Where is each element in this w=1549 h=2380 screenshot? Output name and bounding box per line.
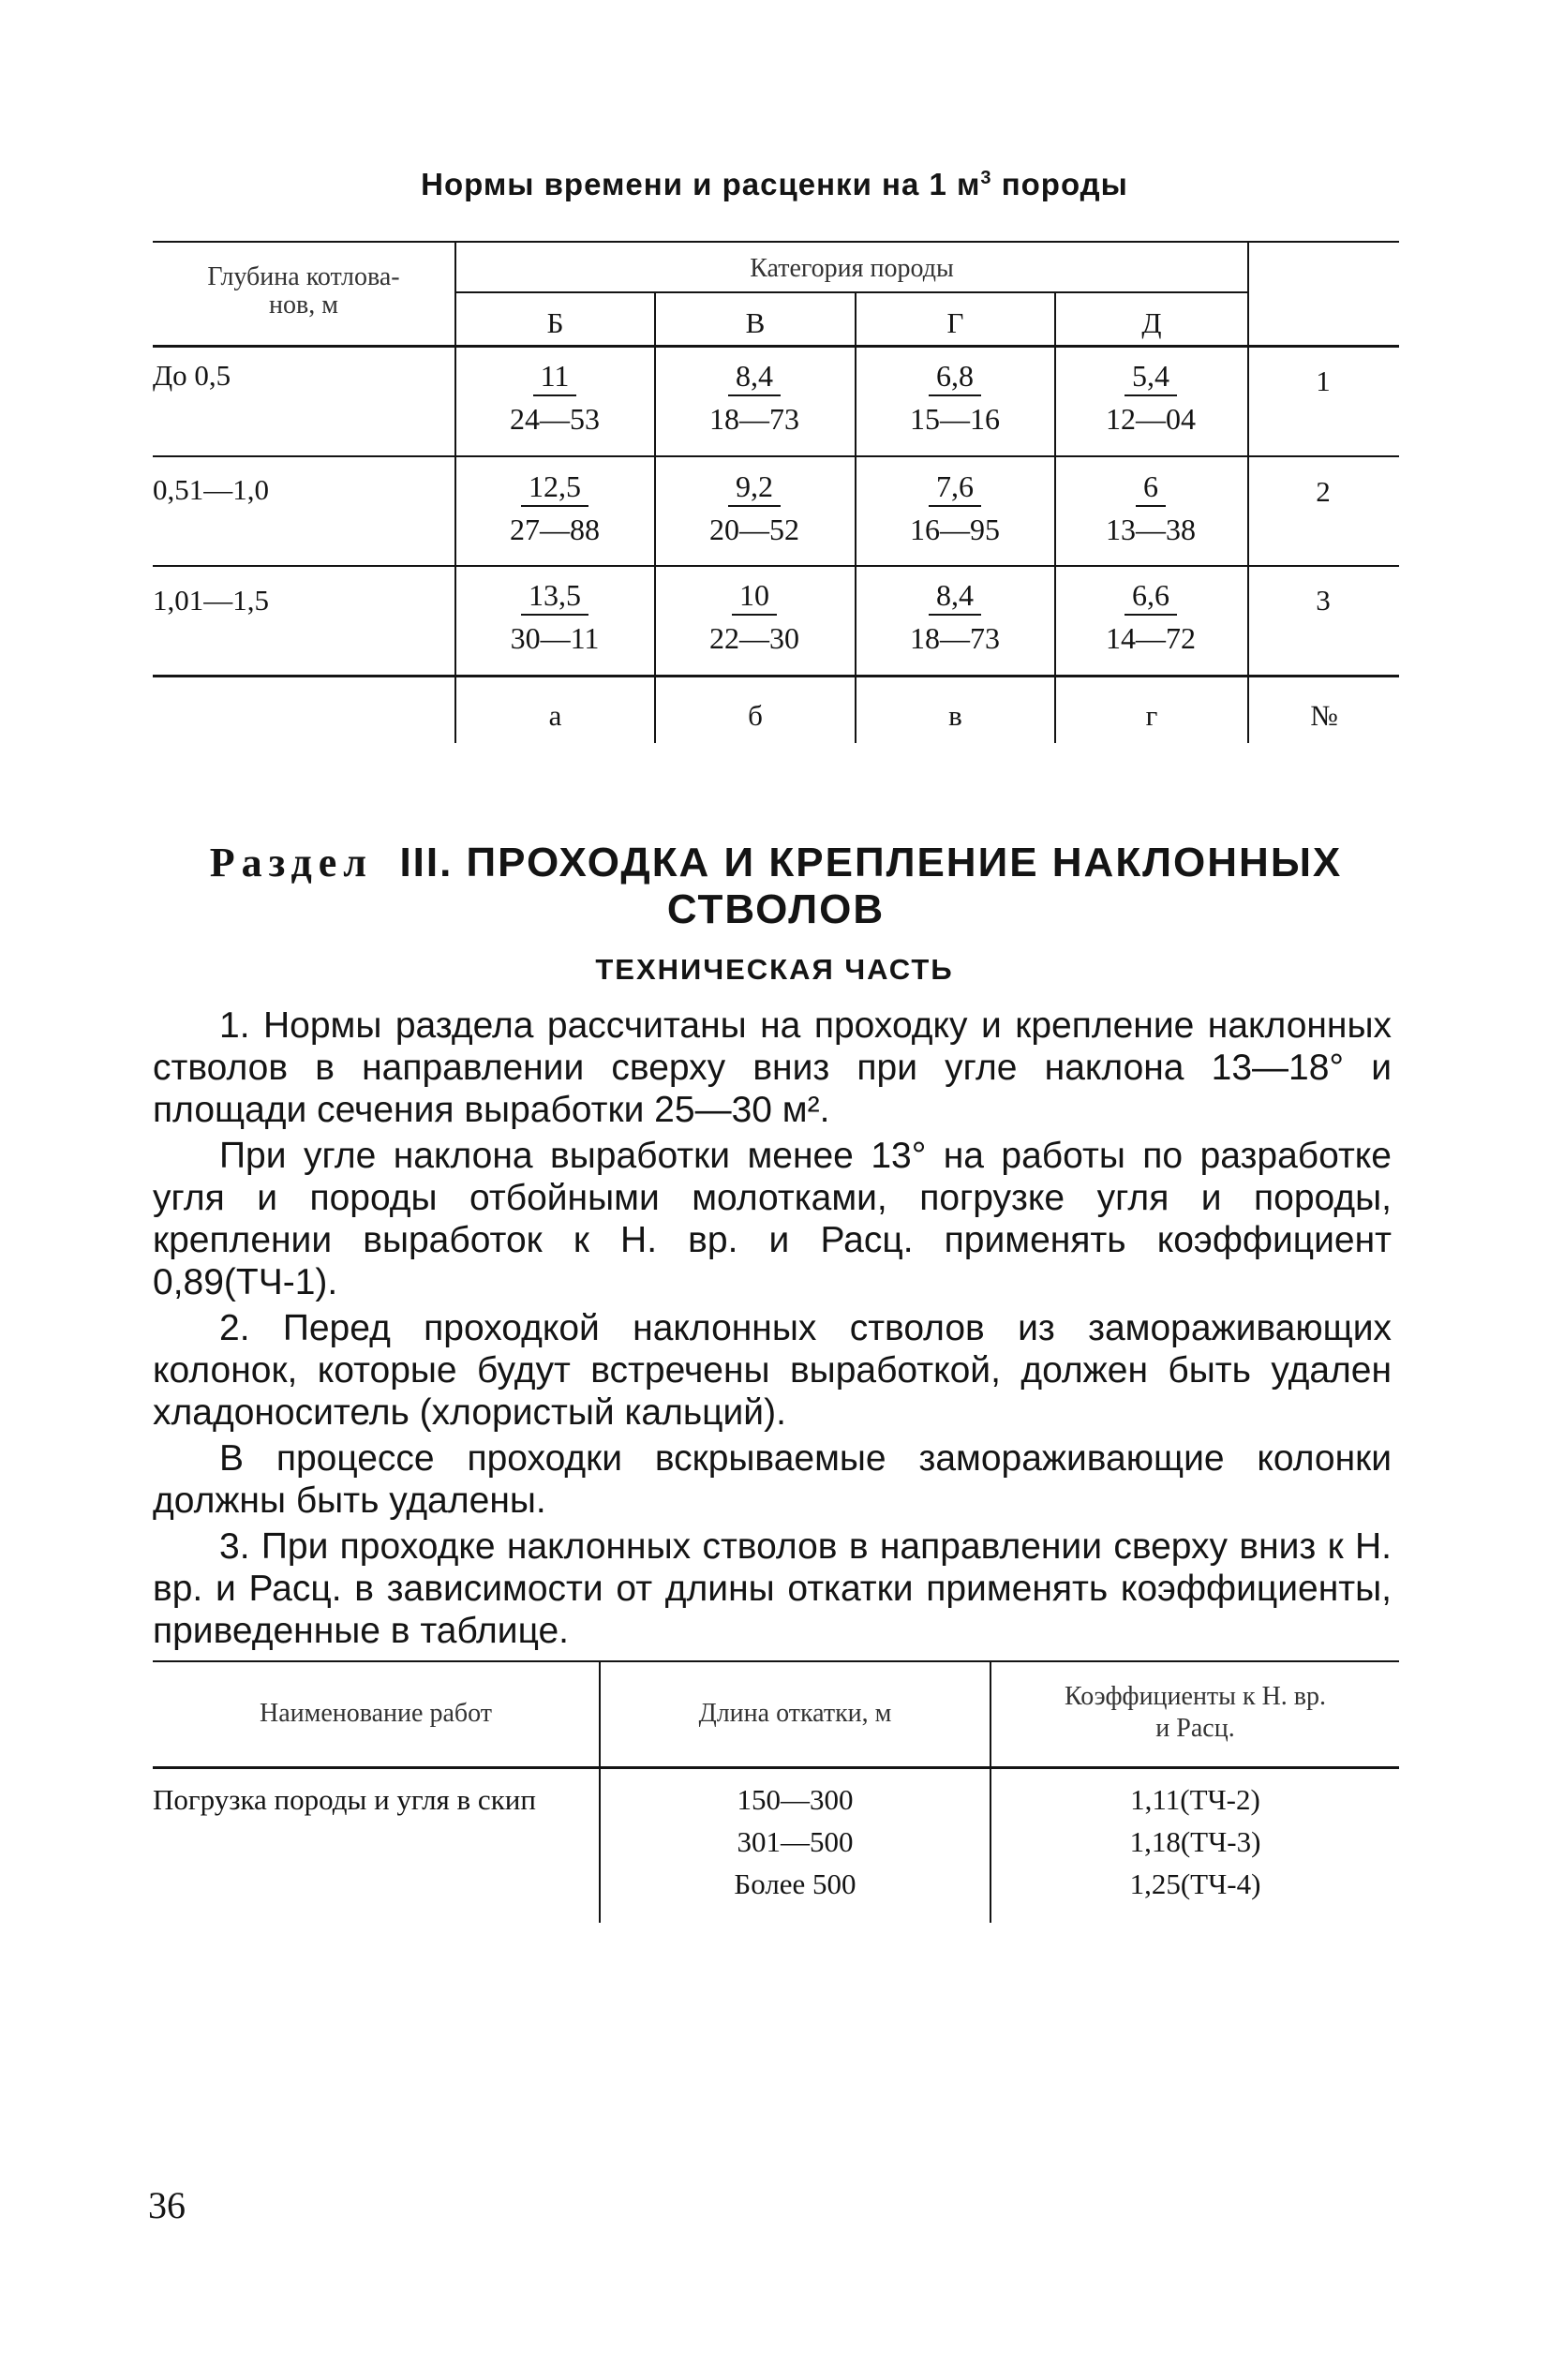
table1-title: Нормы времени и расценки на 1 $м^3$ породы [421, 167, 1128, 201]
header-work-name: Наименование работ [260, 1699, 492, 1728]
coeff-2: 1,18(ТЧ-3) [1129, 1825, 1261, 1858]
value-row3-v: $\frac{10}{22—30}$ [709, 578, 799, 655]
section-heading [153, 840, 1399, 933]
paragraph-3: 2. Перед проходкой наклонных стволов из замораживающих колонок, которые будут встречены выработкой, должен быть удален хладоноситель (хлористый кальций). [153, 1308, 1392, 1433]
coeff-1: 1,11(ТЧ-2) [1130, 1783, 1260, 1816]
header-coefficients: Коэффициенты к Н. вр. и Расц. [1064, 1682, 1327, 1743]
value-row1-b: $\frac{11}{24—53}$ [510, 359, 600, 436]
paragraph-4: В процессе проходки вскрываемые замораживающие колонки должны быть удалены. [153, 1438, 1392, 1521]
value-row2-d: $\frac{6}{13—38}$ [1106, 469, 1196, 546]
section-text [153, 1004, 1392, 1656]
column-letter-g: г [1145, 699, 1158, 732]
value-row3-b: $\frac{13,5}{30—11}$ [510, 578, 600, 655]
coefficients-table [153, 1660, 1399, 1923]
column-number-sign: № [1310, 699, 1338, 732]
value-row1-g: $\frac{6,8}{15—16}$ [910, 359, 1000, 436]
page-number: 36 [148, 2184, 186, 2226]
category-header: Категория породы [750, 254, 954, 283]
section-title-line1: III. ПРОХОДКА И КРЕПЛЕНИЕ НАКЛОННЫХ [399, 840, 1343, 885]
category-b: Б [546, 306, 564, 339]
column-letter-v: в [948, 699, 962, 732]
value-row2-v: $\frac{9,2}{20—52}$ [709, 469, 799, 546]
header-length: Длина откатки, м [698, 1699, 892, 1728]
length-3: Более 500 [734, 1867, 856, 1900]
length-2: 301—500 [737, 1825, 854, 1858]
category-d: Д [1141, 306, 1162, 339]
column-letter-b: б [748, 699, 763, 732]
value-row1-d: $\frac{5,4}{12—04}$ [1106, 359, 1196, 436]
row-number-1: 1 [1316, 364, 1331, 397]
row-number-3: 3 [1316, 584, 1331, 617]
column-letter-a: а [548, 699, 562, 732]
value-row1-v: $\frac{8,4}{18—73}$ [709, 359, 799, 436]
norms-table [153, 237, 1399, 743]
paragraph-2: При угле наклона выработки менее 13° на работы по разработке угля и породы отбойными молотками, погрузке угля и породы, креплении выработок к Н. вр. и Расц. применять коэффициент 0,89(ТЧ-1). [153, 1136, 1392, 1302]
length-1: 150—300 [737, 1783, 854, 1816]
depth-row-1: До 0,5 [153, 359, 231, 392]
paragraph-1: 1. Нормы раздела рассчитаны на проходку и крепление наклонных стволов в направлении сверху вниз при угле наклона 13—18° и площади сечения выработки 25—30 м². [153, 1005, 1392, 1130]
depth-row-2: 0,51—1,0 [153, 473, 269, 506]
value-row2-b: $\frac{12,5}{27—88}$ [510, 469, 600, 546]
category-v: В [745, 306, 766, 339]
section-word: Раздел [209, 840, 373, 885]
depth-header: Глубина котлова- нов, м [207, 262, 400, 320]
work-name: Погрузка породы и угля в скип [153, 1783, 536, 1816]
paragraph-5: 3. При проходке наклонных стволов в направлении сверху вниз к Н. вр. и Расц. в зависимости от длины откатки применять коэффициенты, приведенные в таблице. [153, 1526, 1392, 1651]
depth-row-3: 1,01—1,5 [153, 584, 269, 617]
value-row3-d: $\frac{6,6}{14—72}$ [1106, 578, 1196, 655]
section-subtitle: ТЕХНИЧЕСКАЯ ЧАСТЬ [595, 953, 954, 986]
value-row2-g: $\frac{7,6}{16—95}$ [910, 469, 1000, 546]
category-g: Г [946, 306, 964, 339]
coeff-3: 1,25(ТЧ-4) [1129, 1867, 1261, 1900]
value-row3-g: $\frac{8,4}{18—73}$ [910, 578, 1000, 655]
section-title-line2: СТВОЛОВ [666, 886, 886, 932]
row-number-2: 2 [1316, 475, 1331, 508]
